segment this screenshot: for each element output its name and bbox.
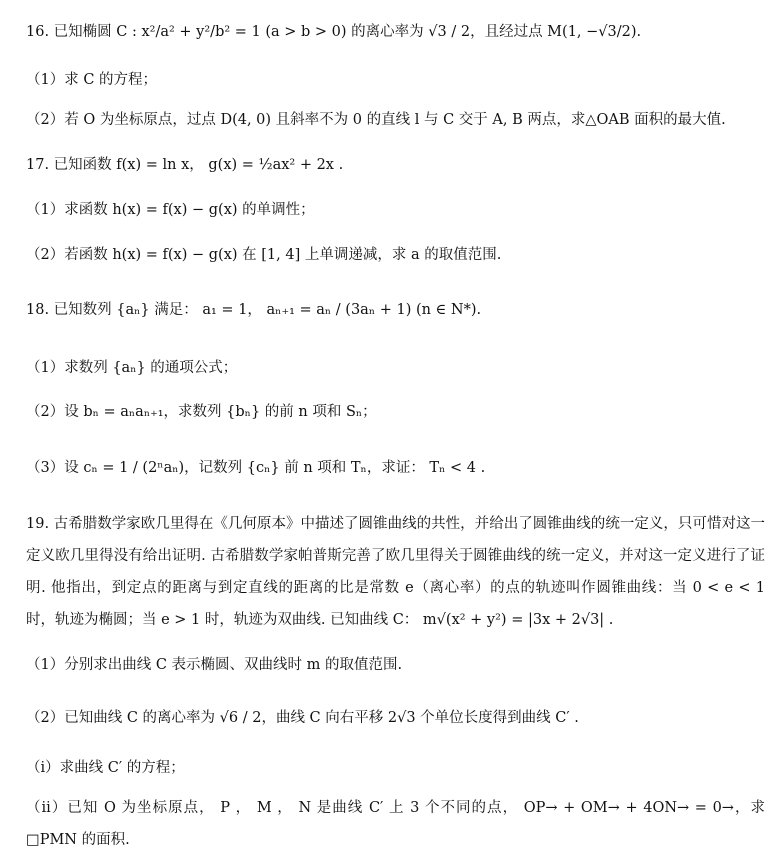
problem-18-part-2: （2）设 bₙ = aₙaₙ₊₁，求数列 {bₙ} 的前 n 项和 Sₙ； <box>26 404 377 420</box>
problem-17-stem: 17. 已知函数 f(x) = ln x， g(x) = ½ax² + 2x . <box>26 157 344 173</box>
problem-19-part-2: （2）已知曲线 C 的离心率为 √6 / 2，曲线 C 向右平移 2√3 个单位长度得到曲线 C′ . <box>26 710 579 726</box>
problem-18-part-3: （3）设 cₙ = 1 / (2ⁿaₙ)，记数列 {cₙ} 前 n 项和 Tₙ，求证： Tₙ < 4 . <box>26 460 486 476</box>
problem-16-part-2: （2）若 O 为坐标原点，过点 D(4, 0) 且斜率不为 0 的直线 l 与 C 交于 A, B 两点，求△OAB 面积的最大值. <box>26 112 726 128</box>
problem-19-part-2-ii: （ii）已知 O 为坐标原点， P ， M ， N 是曲线 C′ 上 3 个不同的点， OP→ + OM→ + 4ON→ = 0→，求□PMN 的面积. <box>26 800 765 848</box>
problem-18-stem: 18. 已知数列 {aₙ} 满足： a₁ = 1， aₙ₊₁ = aₙ / (3aₙ + 1) (n ∈ N*). <box>26 302 482 318</box>
problem-19-stem: 19. 古希腊数学家欧几里得在《几何原本》中描述了圆锥曲线的共性，并给出了圆锥曲线的统一定义，只可惜对这一定义欧几里得没有给出证明. 古希腊数学家帕普斯完善了欧几里得关于圆锥曲线的统一定义，并对这一定义进行了证明. 他指出，到定点的距离与到定直线的距离的比是常数 e（离心率）的点的轨迹叫作圆锥曲线：当 0 < e < 1 时，轨迹为椭圆；当 e > 1 时，轨迹为双曲线. 已知曲线 C： m√(x² + y²) = |3x + 2√3| . <box>26 516 765 628</box>
problem-16-stem: 16. 已知椭圆 C : x²/a² + y²/b² = 1 (a > b > 0) 的离心率为 √3 / 2，且经过点 M(1, −√3/2). <box>26 24 642 40</box>
problem-17-part-1: （1）求函数 h(x) = f(x) − g(x) 的单调性； <box>26 202 315 218</box>
problem-18-part-1: （1）求数列 {aₙ} 的通项公式； <box>26 360 238 376</box>
problem-17-part-2: （2）若函数 h(x) = f(x) − g(x) 在 [1, 4] 上单调递减，求 a 的取值范围. <box>26 247 502 263</box>
problem-19-part-1: （1）分别求出曲线 C 表示椭圆、双曲线时 m 的取值范围. <box>26 657 403 673</box>
problem-16-part-1: （1）求 C 的方程； <box>26 72 158 88</box>
problem-19-part-2-i: （i）求曲线 C′ 的方程； <box>26 760 185 776</box>
